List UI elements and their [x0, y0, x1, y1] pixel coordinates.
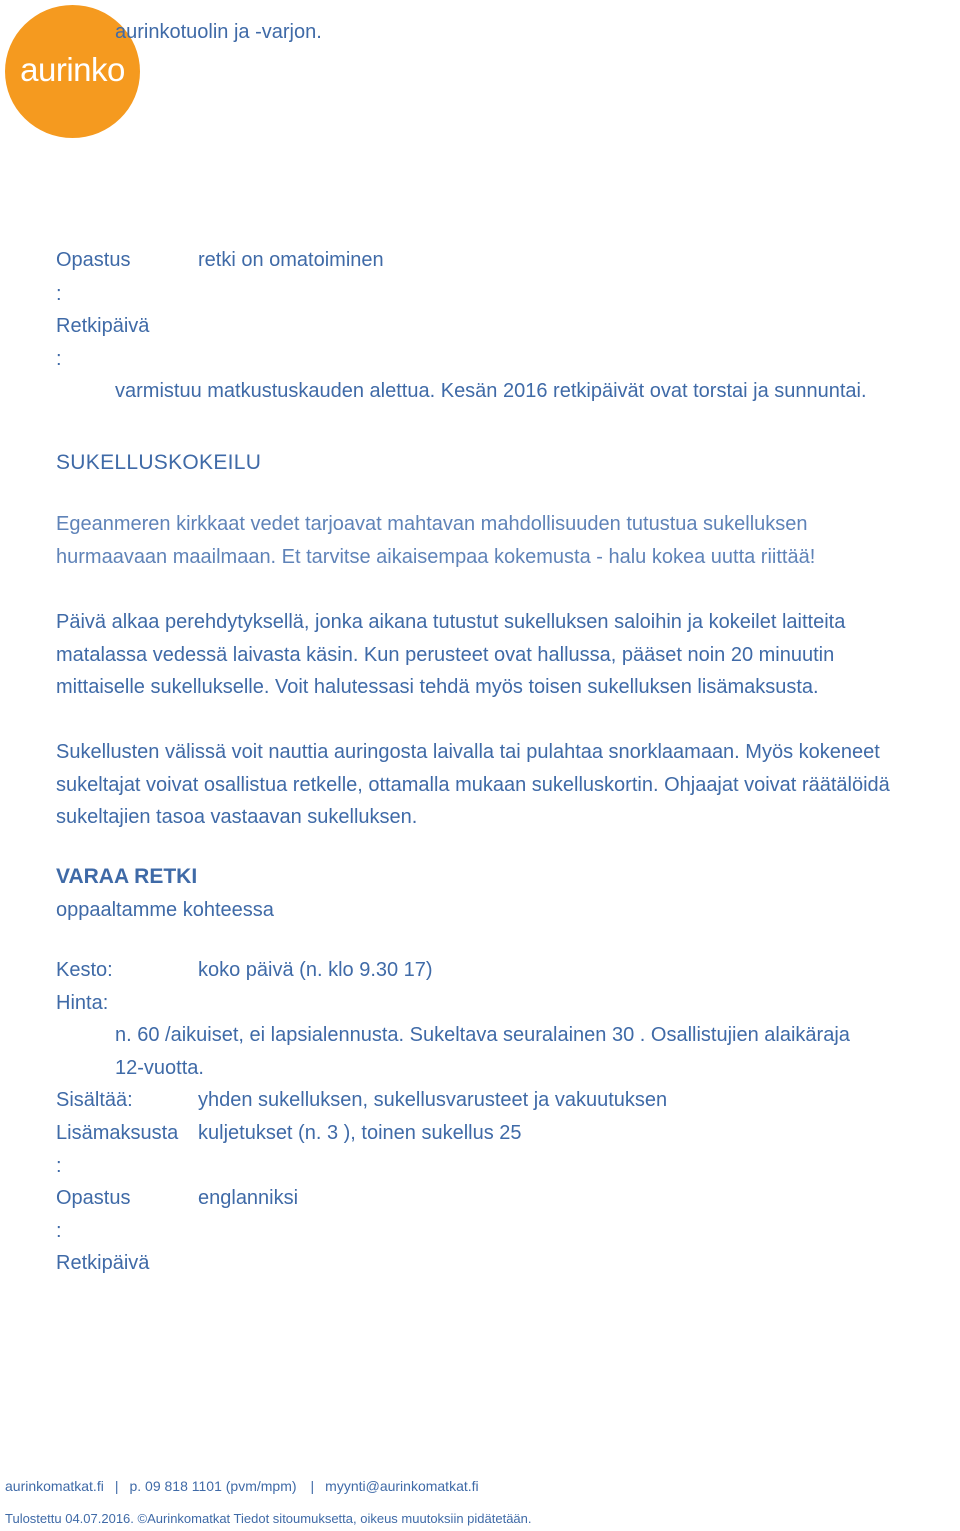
tripday-value-top: varmistuu matkustuskauden alettua. Kesän 2016 retkipäivät ovat torstai ja sunnuntai.	[115, 380, 867, 402]
price-label: Hinta:	[56, 992, 109, 1014]
colon-details-2: :	[56, 1220, 62, 1242]
price-value-line-2: 12-vuotta.	[115, 1057, 204, 1079]
footer-printed-note: Tulostettu 04.07.2016. ©Aurinkomatkat Tiedot sitoumuksetta, oikeus muutoksiin pidätetään.	[5, 1511, 532, 1526]
dive-paragraph3-line-1: Sukellusten välissä voit nauttia auringosta laivalla tai pulahtaa snorklaamaan. Myös kokeneet	[56, 741, 880, 763]
extra-cost-value: kuljetukset (n. 3 ), toinen sukellus 25	[198, 1122, 522, 1144]
footer-separator-2: |	[310, 1478, 315, 1494]
footer-email-link[interactable]: myynti@aurinkomatkat.fi	[325, 1478, 479, 1494]
guide-label-top: Opastus	[56, 249, 131, 271]
tripday-label-top: Retkipäivä	[56, 315, 150, 337]
dive-intro-line-2: hurmaavaan maailmaan. Et tarvitse aikaisempaa kokemusta - halu kokea uutta riittää!	[56, 546, 816, 568]
sun-equipment-line: aurinkotuolin ja -varjon.	[115, 21, 322, 43]
duration-value: koko päivä (n. klo 9.30 17)	[198, 959, 433, 981]
logo-text: aurinko	[20, 50, 125, 88]
guide-label-details: Opastus	[56, 1187, 131, 1209]
duration-label: Kesto:	[56, 959, 113, 981]
footer-website-link[interactable]: aurinkomatkat.fi	[5, 1478, 104, 1494]
footer-separator-1: |	[114, 1478, 119, 1494]
dive-paragraph2-line-2: matalassa vedessä laivasta käsin. Kun perusteet ovat hallussa, pääset noin 20 minuutin	[56, 644, 835, 666]
booking-heading: VARAA RETKI	[56, 865, 198, 888]
dive-intro-line-1: Egeanmeren kirkkaat vedet tarjoavat mahtavan mahdollisuuden tutustua sukelluksen	[56, 513, 808, 535]
dive-paragraph2-line-1: Päivä alkaa perehdytyksellä, jonka aikana tutustut sukelluksen saloihin ja kokeilet laitteita	[56, 611, 846, 633]
colon-top-1: :	[56, 283, 62, 305]
guide-value-details: englanniksi	[198, 1187, 299, 1209]
dive-paragraph2-line-3: mittaiselle sukellukselle. Voit halutessasi tehdä myös toisen sukelluksen lisämaksusta.	[56, 676, 819, 698]
includes-label: Sisältää:	[56, 1089, 133, 1111]
guide-value-top: retki on omatoiminen	[198, 249, 384, 271]
colon-top-2: :	[56, 348, 62, 370]
colon-details-1: :	[56, 1155, 62, 1177]
footer-phone: p. 09 818 1101 (pvm/mpm)	[129, 1478, 297, 1494]
extra-cost-label: Lisämaksusta	[56, 1122, 179, 1144]
booking-subline: oppaaltamme kohteessa	[56, 899, 274, 921]
tripday-label-details: Retkipäivä	[56, 1252, 150, 1274]
footer-contact-line	[5, 1474, 479, 1498]
dive-heading: SUKELLUSKOKEILU	[56, 451, 262, 474]
dive-paragraph3-line-3: sukeltajien tasoa vastaavan sukelluksen.	[56, 806, 418, 828]
includes-value: yhden sukelluksen, sukellusvarusteet ja vakuutuksen	[198, 1089, 668, 1111]
dive-paragraph3-line-2: sukeltajat voivat osallistua retkelle, ottamalla mukaan sukelluskortin. Ohjaajat voivat räätälöidä	[56, 774, 890, 796]
price-value-line-1: n. 60 /aikuiset, ei lapsialennusta. Sukeltava seuralainen 30 . Osallistujien alaikäraja	[115, 1024, 850, 1046]
